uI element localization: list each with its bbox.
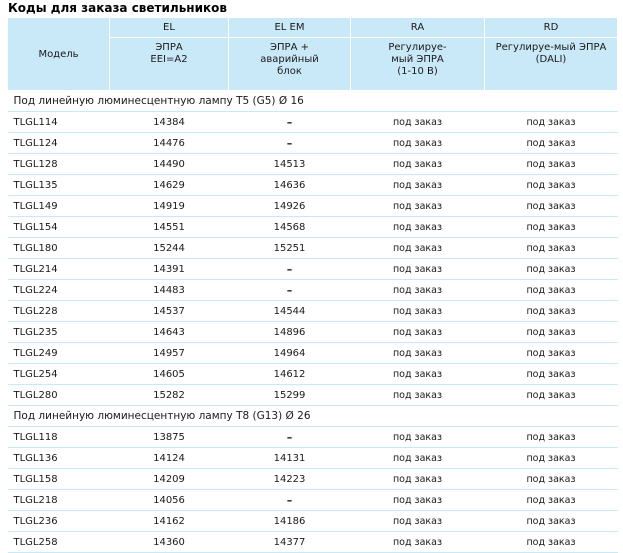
table-row: [8, 280, 618, 301]
header-rd-desc: [485, 38, 618, 91]
cell-rd: под заказ: [485, 343, 618, 364]
cell-rd: под заказ: [485, 448, 618, 469]
table-row: [8, 343, 618, 364]
header-el-desc: [110, 38, 229, 91]
header-line: (DALI): [535, 54, 567, 65]
header-model: Модель: [8, 18, 110, 91]
cell-ra: под заказ: [351, 133, 485, 154]
cell-elem: –: [229, 133, 351, 154]
cell-ra: под заказ: [351, 448, 485, 469]
cell-el: 14605: [110, 364, 229, 385]
cell-ra: под заказ: [351, 385, 485, 406]
table-row: [8, 427, 618, 448]
cell-el: 14056: [110, 490, 229, 511]
header-line: Регулируе-: [388, 42, 447, 53]
cell-ra: под заказ: [351, 469, 485, 490]
table-row: [8, 469, 618, 490]
cell-elem: 14568: [229, 217, 351, 238]
cell-model: TLGL254: [8, 364, 110, 385]
cell-model: TLGL158: [8, 469, 110, 490]
header-rd-code: RD: [485, 18, 618, 38]
cell-elem: 14544: [229, 301, 351, 322]
cell-rd: под заказ: [485, 427, 618, 448]
cell-el: 14551: [110, 217, 229, 238]
cell-ra: под заказ: [351, 217, 485, 238]
cell-rd: под заказ: [485, 238, 618, 259]
section-row: [8, 406, 618, 427]
table-row: [8, 154, 618, 175]
cell-elem: 14636: [229, 175, 351, 196]
cell-elem: –: [229, 427, 351, 448]
table-row: [8, 196, 618, 217]
cell-el: 15244: [110, 238, 229, 259]
header-line: Регулируе-мый ЭПРА: [495, 42, 607, 53]
cell-el: 13875: [110, 427, 229, 448]
cell-ra: под заказ: [351, 490, 485, 511]
cell-model: TLGL149: [8, 196, 110, 217]
cell-ra: под заказ: [351, 259, 485, 280]
cell-model: TLGL124: [8, 133, 110, 154]
section-title: Под линейную люминесцентную лампу T8 (G13) Ø 26: [8, 406, 618, 427]
cell-el: 14476: [110, 133, 229, 154]
cell-ra: под заказ: [351, 532, 485, 553]
table-row: [8, 259, 618, 280]
cell-elem: –: [229, 112, 351, 133]
cell-model: TLGL249: [8, 343, 110, 364]
cell-elem: –: [229, 490, 351, 511]
cell-rd: под заказ: [485, 511, 618, 532]
cell-model: TLGL236: [8, 511, 110, 532]
cell-model: TLGL258: [8, 532, 110, 553]
cell-el: 14360: [110, 532, 229, 553]
cell-rd: под заказ: [485, 280, 618, 301]
cell-elem: 14223: [229, 469, 351, 490]
cell-model: TLGL235: [8, 322, 110, 343]
cell-elem: 15299: [229, 385, 351, 406]
cell-el: 14643: [110, 322, 229, 343]
cell-ra: под заказ: [351, 238, 485, 259]
cell-el: 14162: [110, 511, 229, 532]
cell-el: 15282: [110, 385, 229, 406]
cell-model: TLGL135: [8, 175, 110, 196]
cell-ra: под заказ: [351, 427, 485, 448]
table-row: [8, 322, 618, 343]
cell-el: 14537: [110, 301, 229, 322]
table-row: [8, 385, 618, 406]
cell-rd: под заказ: [485, 364, 618, 385]
cell-model: TLGL280: [8, 385, 110, 406]
header-line: EEI=A2: [150, 54, 188, 65]
header-line: мый ЭПРА: [391, 54, 444, 65]
cell-rd: под заказ: [485, 259, 618, 280]
header-line: ЭПРА +: [270, 42, 309, 53]
cell-ra: под заказ: [351, 280, 485, 301]
cell-model: TLGL228: [8, 301, 110, 322]
cell-el: 14124: [110, 448, 229, 469]
cell-el: 14629: [110, 175, 229, 196]
cell-el: 14490: [110, 154, 229, 175]
cell-ra: под заказ: [351, 343, 485, 364]
cell-elem: 14612: [229, 364, 351, 385]
cell-ra: под заказ: [351, 175, 485, 196]
table-body: [8, 91, 618, 553]
cell-elem: 14377: [229, 532, 351, 553]
cell-rd: под заказ: [485, 196, 618, 217]
table-row: [8, 238, 618, 259]
cell-ra: под заказ: [351, 154, 485, 175]
cell-rd: под заказ: [485, 322, 618, 343]
cell-elem: 15251: [229, 238, 351, 259]
header-ra-code: RA: [351, 18, 485, 38]
table-row: [8, 490, 618, 511]
cell-ra: под заказ: [351, 196, 485, 217]
header-elem-desc: [229, 38, 351, 91]
cell-model: TLGL218: [8, 490, 110, 511]
cell-model: TLGL128: [8, 154, 110, 175]
header-ra-desc: [351, 38, 485, 91]
section-title: Под линейную люминесцентную лампу T5 (G5) Ø 16: [8, 91, 618, 112]
header-line: (1-10 В): [397, 66, 438, 77]
cell-el: 14919: [110, 196, 229, 217]
cell-elem: –: [229, 280, 351, 301]
cell-model: TLGL154: [8, 217, 110, 238]
cell-rd: под заказ: [485, 490, 618, 511]
cell-ra: под заказ: [351, 322, 485, 343]
cell-el: 14391: [110, 259, 229, 280]
cell-elem: –: [229, 259, 351, 280]
cell-rd: под заказ: [485, 133, 618, 154]
table-row: [8, 175, 618, 196]
cell-el: 14957: [110, 343, 229, 364]
cell-model: TLGL136: [8, 448, 110, 469]
cell-elem: 14964: [229, 343, 351, 364]
cell-model: TLGL118: [8, 427, 110, 448]
table-row: [8, 133, 618, 154]
cell-elem: 14926: [229, 196, 351, 217]
table-row: [8, 301, 618, 322]
section-row: [8, 91, 618, 112]
header-line: блок: [277, 66, 302, 77]
cell-rd: под заказ: [485, 469, 618, 490]
cell-el: 14483: [110, 280, 229, 301]
cell-rd: под заказ: [485, 175, 618, 196]
order-codes-table: [7, 17, 618, 553]
header-line: ЭПРА: [155, 42, 183, 53]
cell-model: TLGL180: [8, 238, 110, 259]
cell-elem: 14186: [229, 511, 351, 532]
cell-rd: под заказ: [485, 112, 618, 133]
table-row: [8, 217, 618, 238]
cell-ra: под заказ: [351, 364, 485, 385]
header-line: аварийный: [260, 54, 319, 65]
cell-ra: под заказ: [351, 301, 485, 322]
cell-rd: под заказ: [485, 532, 618, 553]
cell-model: TLGL224: [8, 280, 110, 301]
page-title: Коды для заказа светильников: [8, 1, 227, 15]
cell-el: 14384: [110, 112, 229, 133]
cell-elem: 14513: [229, 154, 351, 175]
cell-ra: под заказ: [351, 112, 485, 133]
cell-elem: 14896: [229, 322, 351, 343]
cell-rd: под заказ: [485, 154, 618, 175]
cell-el: 14209: [110, 469, 229, 490]
header-elem-code: EL EM: [229, 18, 351, 38]
table-row: [8, 448, 618, 469]
cell-rd: под заказ: [485, 385, 618, 406]
cell-model: TLGL114: [8, 112, 110, 133]
table-row: [8, 364, 618, 385]
header-el-code: EL: [110, 18, 229, 38]
cell-elem: 14131: [229, 448, 351, 469]
cell-model: TLGL214: [8, 259, 110, 280]
cell-rd: под заказ: [485, 217, 618, 238]
cell-rd: под заказ: [485, 301, 618, 322]
table-row: [8, 532, 618, 553]
cell-ra: под заказ: [351, 511, 485, 532]
table-row: [8, 511, 618, 532]
table-row: [8, 112, 618, 133]
